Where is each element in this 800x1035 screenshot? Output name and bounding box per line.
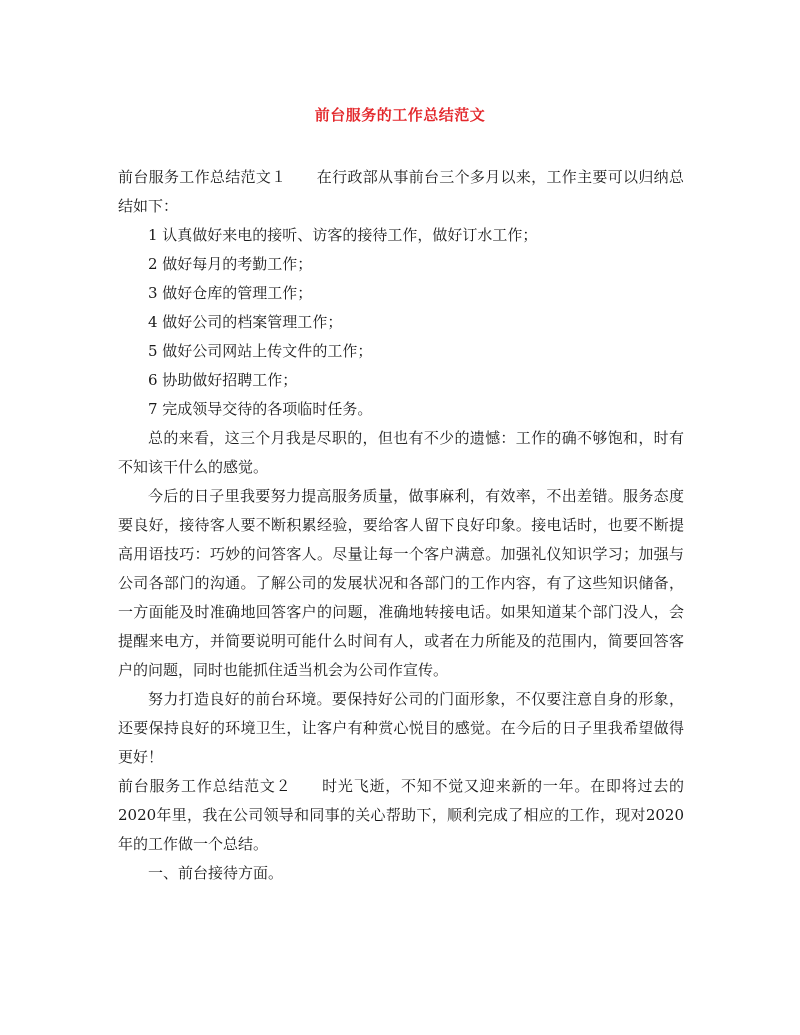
list-item: 5 做好公司网站上传文件的工作； <box>148 342 373 360</box>
document-title: 前台服务的工作总结范文 <box>314 106 486 124</box>
section2-intro-paragraph <box>118 772 684 859</box>
list-item: 3 做好仓库的管理工作； <box>148 284 313 302</box>
section2-subheading: 一、前台接待方面。 <box>148 864 284 882</box>
plan-paragraph: 今后的日子里我要努力提高服务质量，做事麻利，有效率，不出差错。服务态度要良好，接待客人要不断积累经验，要给客人留下良好印象。接电话时，也要不断提高用语技巧：巧妙的问答客人。尽量让每一个客户满意。加强礼仪知识学习；加强与公司各部门的沟通。了解公司的发展状况和各部门的工作内容，有了这些知识储备，一方面能及时准确地回答客户的问题，准确地转接电话。如果知道某个部门没人，会提醒来电方，并简要说明可能什么时间有人，或者在力所能及的范围内，简要回答客户的问题，同时也能抓住适当机会为公司作宣传。 <box>118 487 684 679</box>
section2-intro: 时光飞逝，不知不觉又迎来新的一年。在即将过去的2020年里，我在公司领导和同事的关心帮助下，顺利完成了相应的工作，现对2020年的工作做一个总结。 <box>118 777 684 853</box>
list-item: 1 认真做好来电的接听、访客的接待工作，做好订水工作； <box>148 226 538 244</box>
list-item: 7 完成领导交待的各项临时任务。 <box>148 400 373 418</box>
section1-intro-paragraph <box>118 163 684 221</box>
summary-paragraph: 总的来看，这三个月我是尽职的，但也有不少的遗憾：工作的确不够饱和，时有不知该干什么的感觉。 <box>118 429 684 476</box>
document-body <box>118 163 684 888</box>
environment-paragraph: 努力打造良好的前台环境。要保持好公司的门面形象，不仅要注意自身的形象，还要保持良好的环境卫生，让客户有种赏心悦目的感觉。在今后的日子里我希望做得更好！ <box>118 690 684 766</box>
list-item: 2 做好每月的考勤工作； <box>148 255 313 273</box>
list-item: 4 做好公司的档案管理工作； <box>148 313 343 331</box>
list-item: 6 协助做好招聘工作； <box>148 371 298 389</box>
section1-intro: 在行政部从事前台三个多月以来，工作主要可以归纳总结如下： <box>118 168 684 215</box>
section2-heading: 前台服务工作总结范文２ <box>118 777 292 795</box>
section1-heading: 前台服务工作总结范文１ <box>118 168 287 186</box>
